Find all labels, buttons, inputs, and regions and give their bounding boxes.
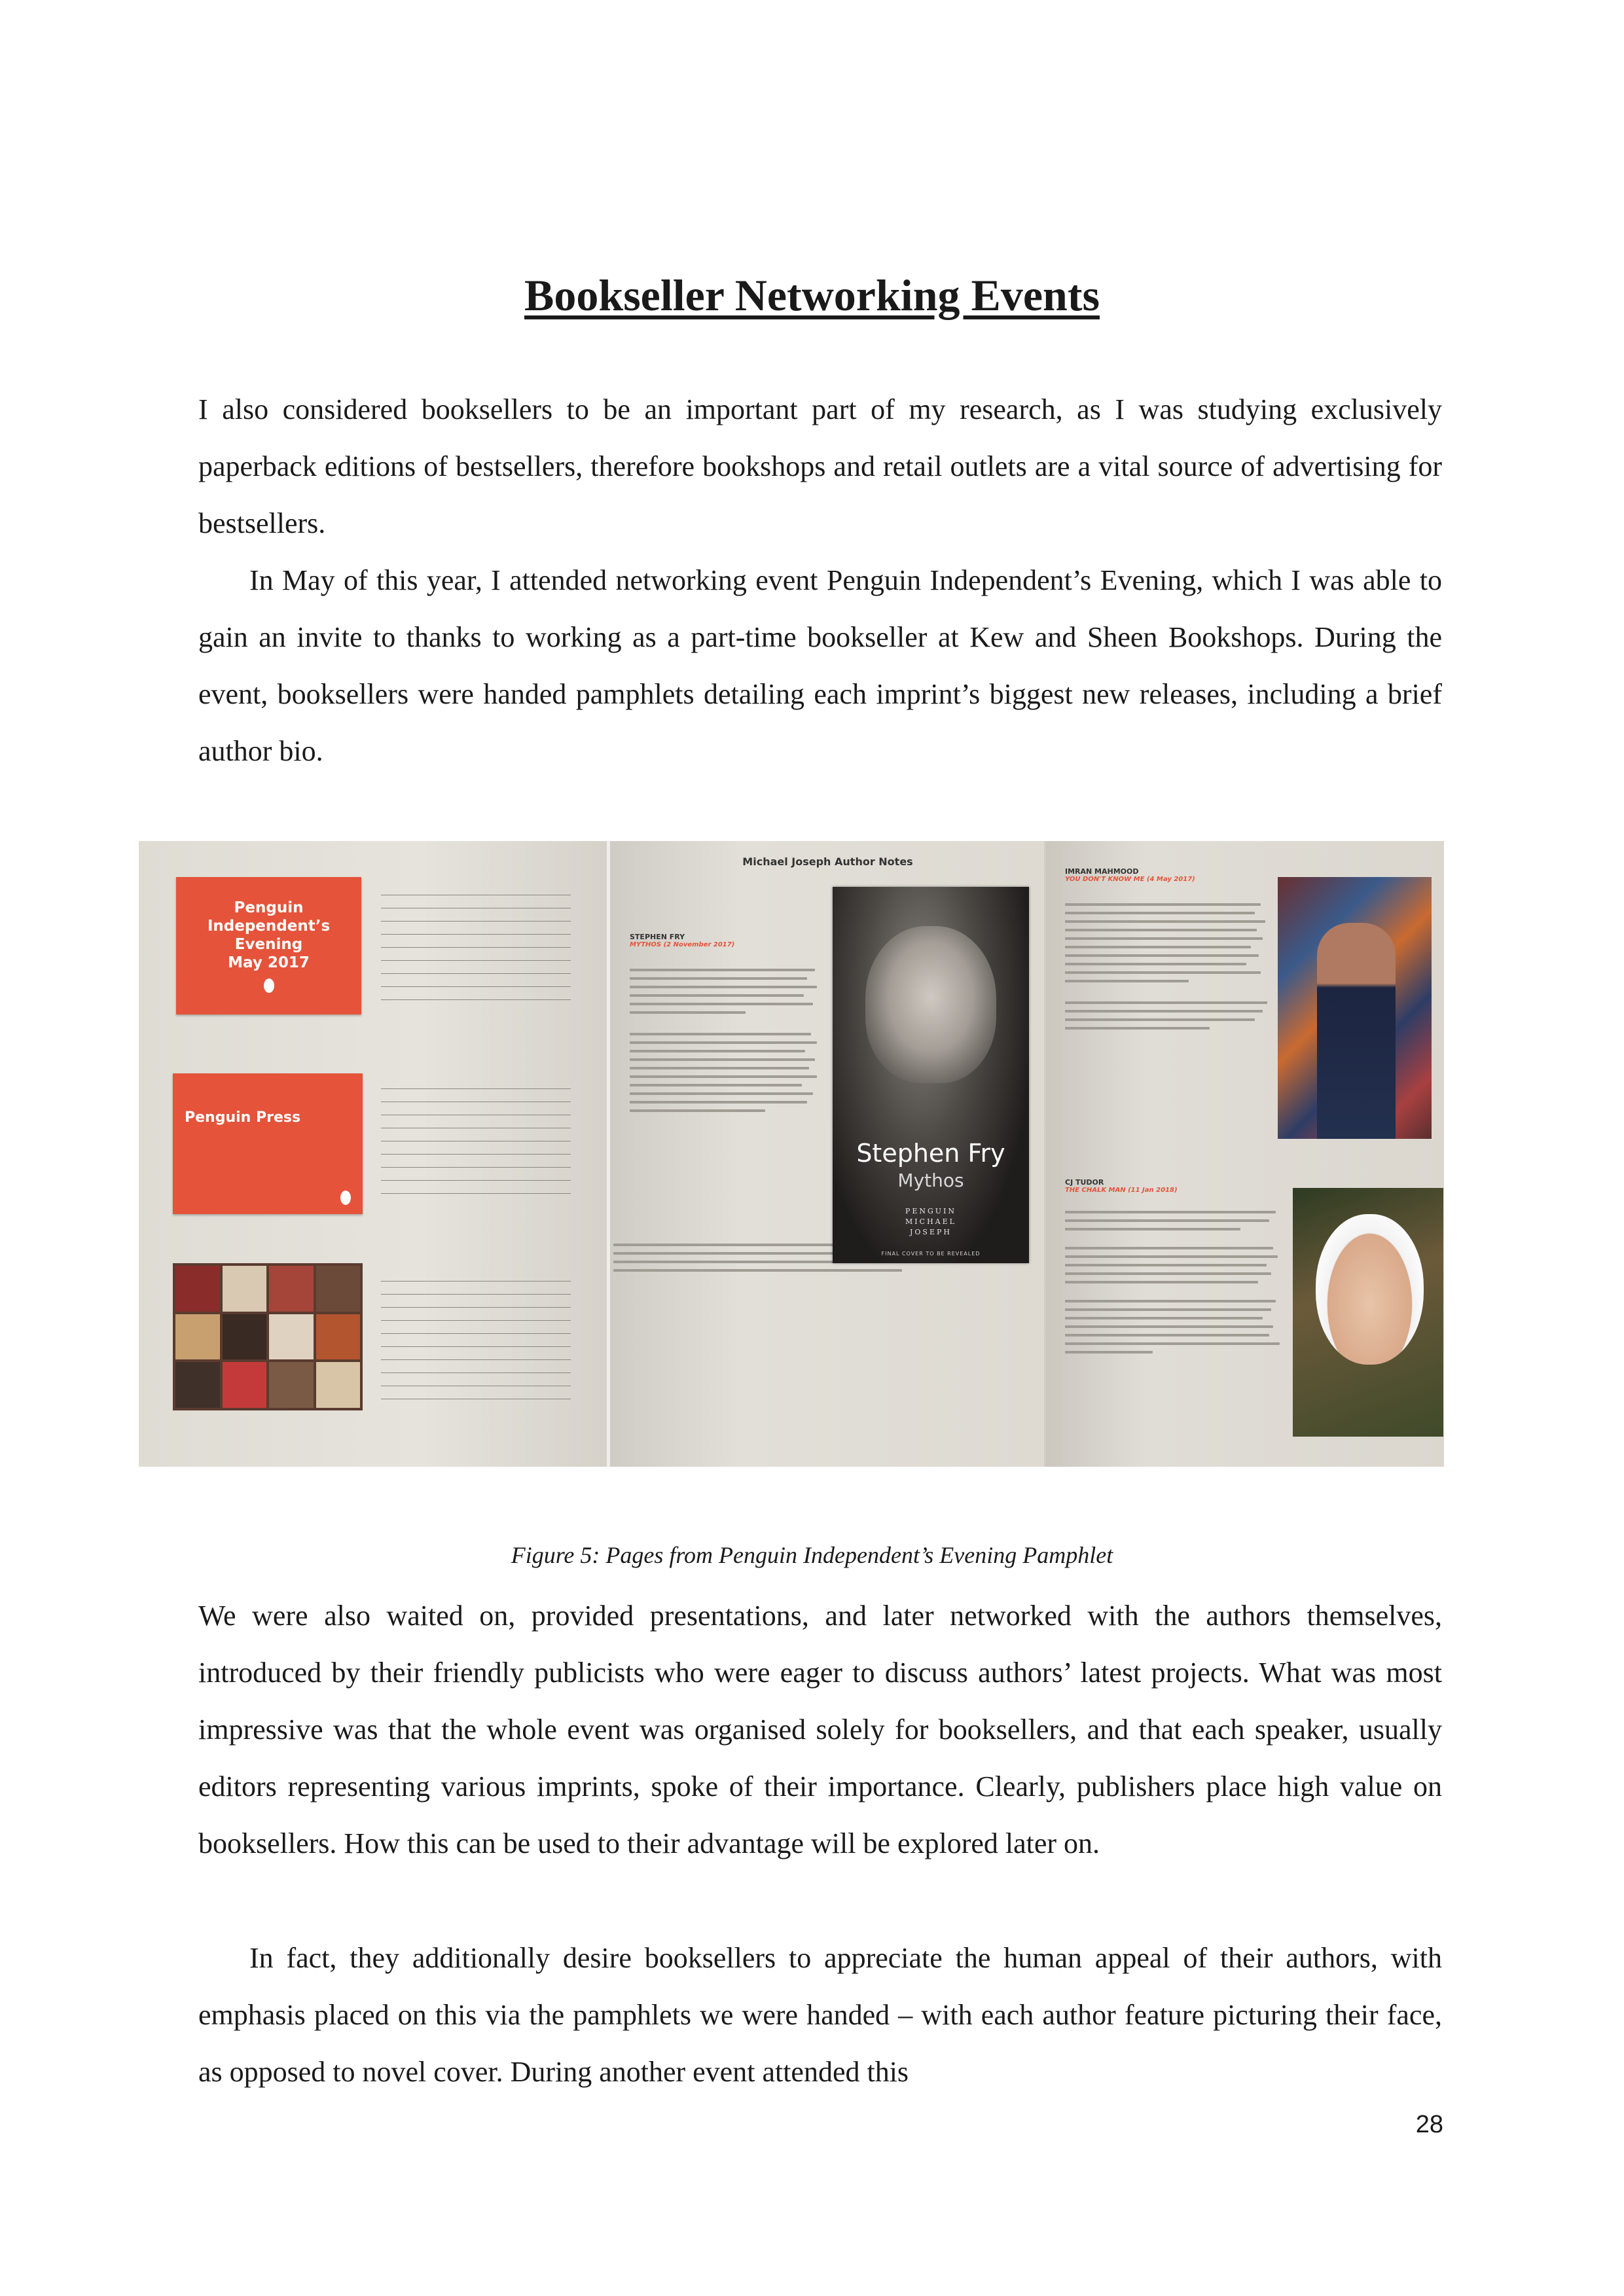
- book-title: THE CHALK MAN (11 Jan 2018): [1065, 1187, 1178, 1194]
- mythos-book-cover: [833, 887, 1029, 1263]
- box-line-1: Penguin: [234, 899, 304, 916]
- imprint-line-2: MICHAEL: [905, 1217, 956, 1226]
- author-blurb-lines: [630, 969, 823, 1118]
- penguin-independents-box: [176, 877, 361, 1014]
- paragraph-4: In fact, they additionally desire booksellers to appreciate the human appeal of their authors, with emphasis placed on this via the pamphlets we were handed – with each author feature picturing their face, as opposed to novel cover. During another event attended this: [198, 1942, 1442, 2088]
- paragraph-2: In May of this year, I attended networking event Penguin Independent’s Evening, which I was able to gain an invite to thanks to working as a part-time bookseller at Kew and Sheen Bookshops. During the event, booksellers were handed pamphlets detailing each imprint’s biggest new releases, including a brief author bio.: [198, 564, 1442, 767]
- ruled-lines: [381, 1088, 571, 1206]
- author-notes-header: Michael Joseph Author Notes: [742, 855, 913, 868]
- cj-tudor-heading: [1065, 1178, 1281, 1194]
- imran-mahmood-photo: [1278, 877, 1432, 1139]
- page-fold: [1044, 841, 1046, 1467]
- cover-author: Stephen Fry: [856, 1139, 1005, 1168]
- penguin-logo-icon: [340, 1191, 351, 1205]
- cover-note: FINAL COVER TO BE REVEALED: [881, 1251, 981, 1257]
- penguin-logo-icon: [264, 978, 274, 993]
- author-portrait: [865, 926, 996, 1083]
- box-line-3: May 2017: [228, 954, 310, 971]
- cover-title: Mythos: [897, 1170, 964, 1191]
- pamphlet-photo: [139, 841, 1444, 1467]
- imprint-line-3: JOSEPH: [910, 1228, 952, 1236]
- pamphlet-middle-page: [610, 841, 1045, 1467]
- author-name: STEPHEN FRY: [630, 933, 685, 941]
- imran-mahmood-heading: [1065, 867, 1281, 883]
- paragraph-3: We were also waited on, provided presentations, and later networked with the authors themselves, introduced by their friendly publicists who were eager to discuss authors’ latest projects. What was most impressive was that the whole event was organised solely for booksellers, and that each speaker, usually editors representing various imprints, spoke of their importance. Clearly, publishers place high value on booksellers. How this can be used to their advantage will be explored later on.: [198, 1600, 1442, 1859]
- pamphlet-left-page: [139, 841, 607, 1467]
- imprint-line-1: PENGUIN: [905, 1207, 957, 1215]
- author-name: CJ TUDOR: [1065, 1178, 1104, 1187]
- author-blurb-lines: [1065, 903, 1271, 1035]
- ruled-lines: [381, 1281, 571, 1412]
- paragraph-1: I also considered booksellers to be an important part of my research, as I was studying exclusively paperback editions of bestsellers, therefore bookshops and retail outlets are a vital source of advertising for bestsellers.: [198, 393, 1442, 539]
- penguin-press-box: [173, 1073, 363, 1214]
- author-name: IMRAN MAHMOOD: [1065, 867, 1139, 876]
- ruled-lines: [381, 895, 571, 1013]
- cj-tudor-photo: [1293, 1188, 1443, 1437]
- figure-caption: Figure 5: Pages from Penguin Independent’s Evening Pamphlet: [511, 1542, 1113, 1568]
- box-line-2: Independent’s Evening: [207, 918, 331, 953]
- book-title: YOU DON'T KNOW ME (4 May 2017): [1065, 876, 1195, 883]
- book-title: MYTHOS (2 November 2017): [630, 941, 735, 948]
- page-title: Bookseller Networking Events: [524, 270, 1100, 320]
- page-number: 28: [1415, 2111, 1443, 2138]
- stephen-fry-heading: [630, 933, 826, 948]
- penguin-press-label: Penguin Press: [185, 1109, 301, 1126]
- cover-imprint: [833, 1206, 1029, 1238]
- pamphlet-right-page: [1045, 841, 1444, 1467]
- author-blurb-lines: [1065, 1211, 1284, 1359]
- bookshop-collage: [173, 1263, 363, 1410]
